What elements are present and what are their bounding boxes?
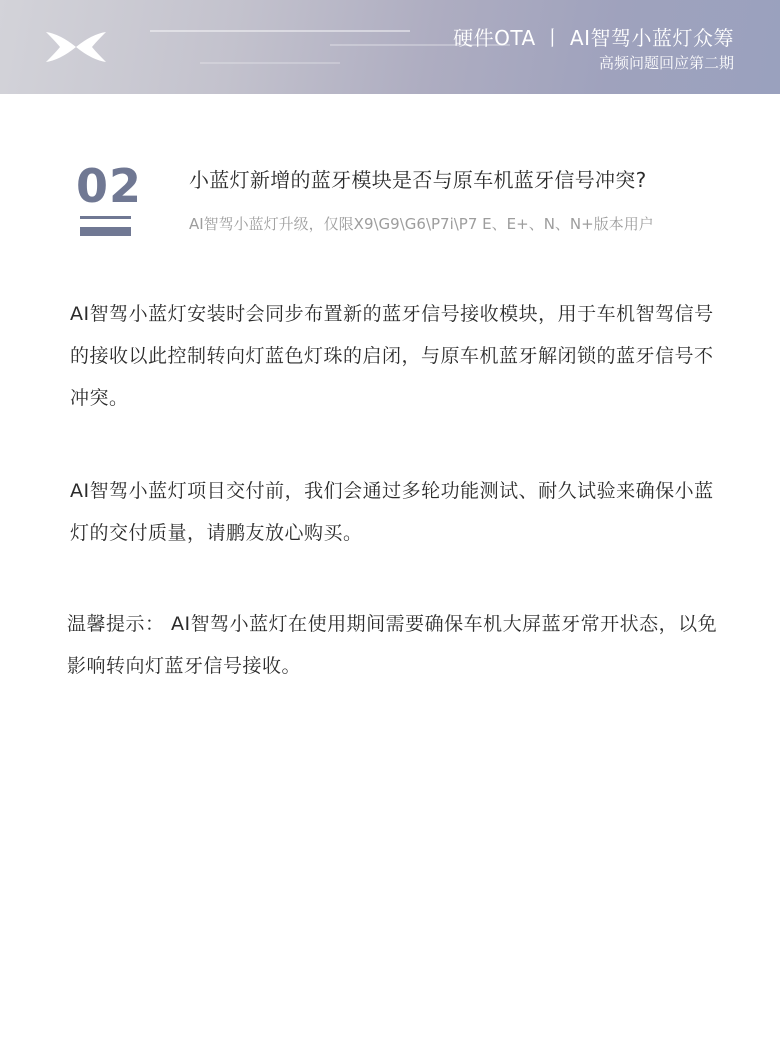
decorative-streak [200,62,340,64]
number-underline [80,216,131,219]
decorative-streak [150,30,410,32]
answer-paragraph-2: AI智驾小蓝灯项目交付前，我们会通过多轮功能测试、耐久试验来确保小蓝灯的交付质量，请鹏友放心购买。 [70,480,714,544]
question-number: 02 [76,159,143,213]
header-banner [0,0,780,94]
question-scope-note: AI智驾小蓝灯升级，仅限X9\G9\G6\P7i\P7 E、E+、N、N+版本用户 [189,215,654,233]
header-title: 硬件OTA 丨 AI智驾小蓝灯众筹 [453,26,734,50]
xpeng-x-logo-icon [44,28,108,66]
number-underbar [80,227,131,236]
header-subtitle: 高频问题回应第二期 [598,54,734,72]
question-title: 小蓝灯新增的蓝牙模块是否与原车机蓝牙信号冲突? [189,168,647,192]
tip-paragraph: 温馨提示： AI智驾小蓝灯在使用期间需要确保车机大屏蓝牙常开状态，以免影响转向灯蓝牙信号接收。 [67,613,718,677]
answer-paragraph-1: AI智驾小蓝灯安装时会同步布置新的蓝牙信号接收模块，用于车机智驾信号的接收以此控制转向灯蓝色灯珠的启闭，与原车机蓝牙解闭锁的蓝牙信号不冲突。 [70,303,714,409]
